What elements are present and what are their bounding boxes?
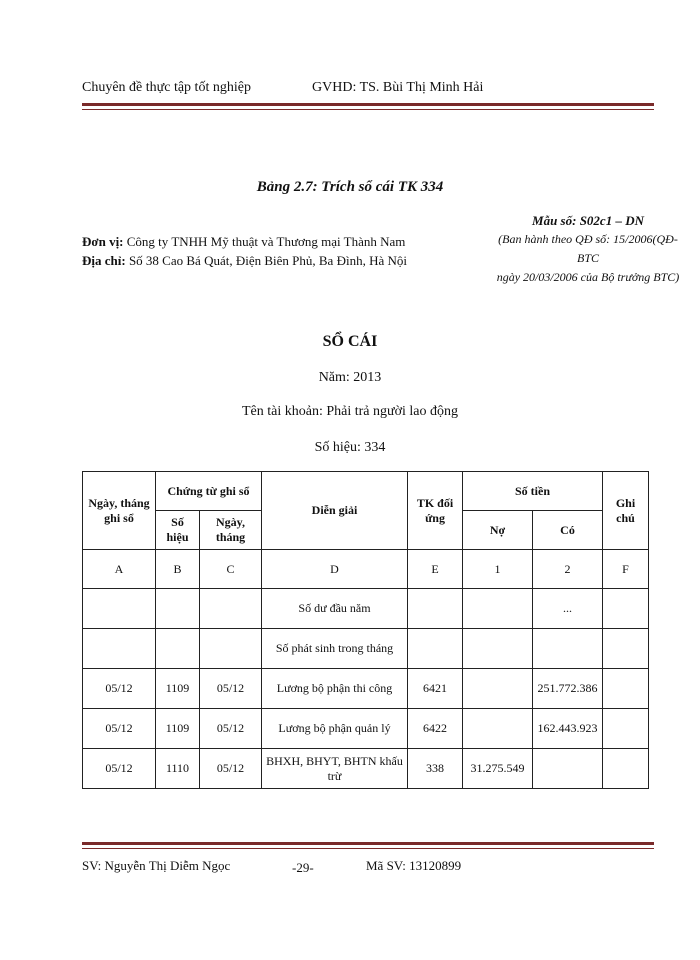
cell-contra bbox=[408, 629, 463, 669]
account-number: Số hiệu: 334 bbox=[314, 440, 386, 455]
footer-student-name: SV: Nguyễn Thị Diễm Ngọc bbox=[82, 858, 231, 873]
address-value: Số 38 Cao Bá Quát, Điện Biên Phủ, Ba Đình, Hà Nội bbox=[128, 253, 407, 268]
cell-debit: 31.275.549 bbox=[463, 749, 533, 789]
cell-voucher-date: 05/12 bbox=[200, 749, 262, 789]
cell-credit: 251.772.386 bbox=[533, 669, 603, 709]
cell-credit bbox=[533, 749, 603, 789]
cell-voucher-no: 1109 bbox=[156, 669, 200, 709]
cell-contra bbox=[408, 589, 463, 629]
cell-voucher-no bbox=[156, 629, 200, 669]
col-contra-header: TK đối ứng bbox=[408, 472, 463, 550]
cell-debit bbox=[463, 589, 533, 629]
cell-credit bbox=[533, 629, 603, 669]
code-cell: 2 bbox=[533, 550, 603, 589]
col-debit-header: Nợ bbox=[463, 511, 533, 550]
cell-date: 05/12 bbox=[83, 749, 156, 789]
cell-debit bbox=[463, 629, 533, 669]
table-row bbox=[83, 749, 649, 789]
header-supervisor: GVHD: TS. Bùi Thị Minh Hải bbox=[312, 80, 484, 95]
table-row bbox=[83, 629, 649, 669]
code-cell: D bbox=[262, 550, 408, 589]
form-issued-line2: ngày 20/03/2006 của Bộ trưởng BTC) bbox=[496, 270, 680, 284]
table-caption: Bảng 2.7: Trích sổ cái TK 334 bbox=[256, 179, 444, 195]
footer-student-id: Mã SV: 13120899 bbox=[366, 858, 462, 873]
table-row bbox=[83, 709, 649, 749]
cell-description: Lương bộ phận quản lý bbox=[262, 709, 408, 749]
cell-voucher-date bbox=[200, 629, 262, 669]
ledger-year: Năm: 2013 bbox=[318, 370, 382, 385]
account-name: Tên tài khoản: Phải trả người lao động bbox=[241, 404, 458, 419]
cell-date: 05/12 bbox=[83, 709, 156, 749]
unit-value: Công ty TNHH Mỹ thuật và Thương mại Thành Nam bbox=[126, 234, 406, 249]
ledger-title: SỔ CÁI bbox=[322, 333, 378, 350]
form-issued-line1: (Ban hành theo QĐ số: 15/2006(QĐ-BTC bbox=[498, 232, 678, 265]
cell-date bbox=[83, 589, 156, 629]
footer-divider-thin bbox=[82, 848, 654, 849]
cell-description: Số phát sinh trong tháng bbox=[262, 629, 408, 669]
table-row bbox=[83, 589, 649, 629]
cell-debit bbox=[463, 709, 533, 749]
header-course-title: Chuyên đề thực tập tốt nghiệp bbox=[82, 80, 251, 95]
code-cell: E bbox=[408, 550, 463, 589]
cell-note bbox=[603, 629, 649, 669]
cell-voucher-date bbox=[200, 589, 262, 629]
cell-voucher-date: 05/12 bbox=[200, 669, 262, 709]
table-row bbox=[83, 669, 649, 709]
col-amount-header: Số tiền bbox=[463, 472, 603, 511]
cell-contra: 338 bbox=[408, 749, 463, 789]
company-address bbox=[82, 253, 407, 269]
cell-description: BHXH, BHYT, BHTN khấu trừ bbox=[262, 749, 408, 789]
cell-voucher-no: 1109 bbox=[156, 709, 200, 749]
form-info bbox=[488, 211, 688, 287]
col-credit-header: Có bbox=[533, 511, 603, 550]
company-unit bbox=[82, 234, 405, 250]
col-note-header: Ghi chú bbox=[603, 472, 649, 550]
column-code-row bbox=[83, 550, 649, 589]
cell-voucher-no: 1110 bbox=[156, 749, 200, 789]
header-divider-thick bbox=[82, 103, 654, 106]
cell-note bbox=[603, 589, 649, 629]
cell-credit: 162.443.923 bbox=[533, 709, 603, 749]
address-label: Địa chỉ: bbox=[82, 253, 126, 268]
cell-description: Lương bộ phận thi công bbox=[262, 669, 408, 709]
page-number: -29- bbox=[292, 860, 314, 875]
cell-note bbox=[603, 749, 649, 789]
code-cell: A bbox=[83, 550, 156, 589]
ledger-table bbox=[82, 471, 649, 789]
cell-voucher-date: 05/12 bbox=[200, 709, 262, 749]
unit-label: Đơn vị: bbox=[82, 234, 124, 249]
code-cell: F bbox=[603, 550, 649, 589]
col-voucher-no-header: Số hiệu bbox=[156, 511, 200, 550]
cell-contra: 6422 bbox=[408, 709, 463, 749]
cell-note bbox=[603, 709, 649, 749]
code-cell: C bbox=[200, 550, 262, 589]
code-cell: 1 bbox=[463, 550, 533, 589]
col-description-header: Diễn giải bbox=[262, 472, 408, 550]
cell-debit bbox=[463, 669, 533, 709]
cell-description: Số dư đầu năm bbox=[262, 589, 408, 629]
header-divider-thin bbox=[82, 109, 654, 110]
cell-note bbox=[603, 669, 649, 709]
cell-contra: 6421 bbox=[408, 669, 463, 709]
code-cell: B bbox=[156, 550, 200, 589]
cell-date: 05/12 bbox=[83, 669, 156, 709]
col-voucher-header: Chứng từ ghi sổ bbox=[156, 472, 262, 511]
form-number: Mẫu số: S02c1 – DN bbox=[532, 213, 644, 228]
cell-voucher-no bbox=[156, 589, 200, 629]
cell-credit: ... bbox=[533, 589, 603, 629]
footer-divider-thick bbox=[82, 842, 654, 845]
cell-date bbox=[83, 629, 156, 669]
col-date-header: Ngày, tháng ghi sổ bbox=[83, 472, 156, 550]
col-voucher-date-header: Ngày, tháng bbox=[200, 511, 262, 550]
